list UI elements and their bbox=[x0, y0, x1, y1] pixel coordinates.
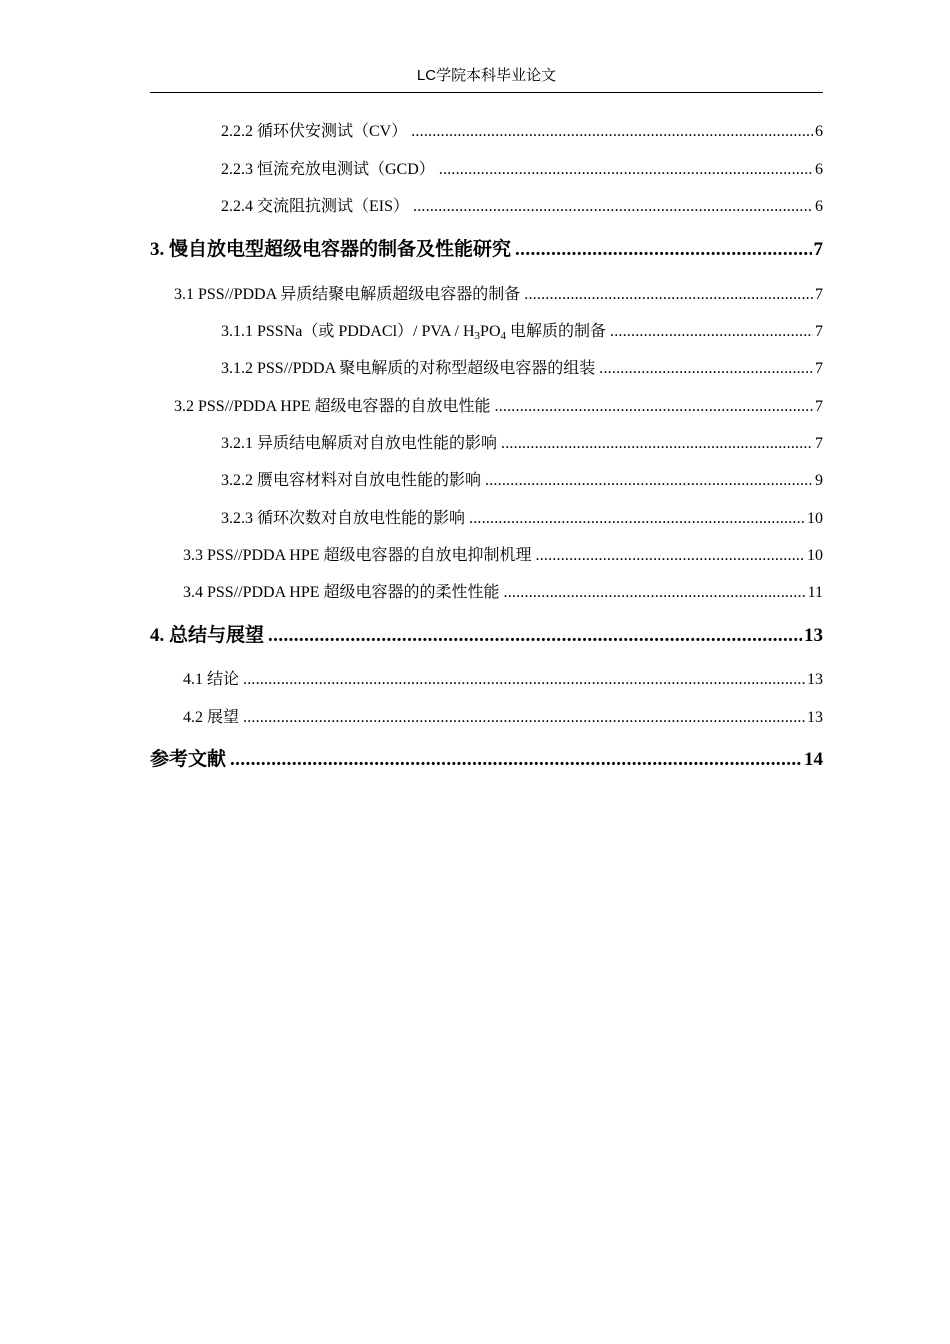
toc-entry-label: 3.2.3 循环次数对自放电性能的影响 bbox=[221, 510, 466, 527]
toc-chapter-entry[interactable] bbox=[150, 623, 823, 649]
toc-entry-label: 3.4 PSS//PDDA HPE 超级电容器的的柔性性能 bbox=[183, 584, 500, 601]
toc-chapter-entry[interactable] bbox=[150, 747, 823, 773]
toc-entry-label: 3.2 PSS//PDDA HPE 超级电容器的自放电性能 bbox=[174, 398, 491, 415]
toc-leader-dots bbox=[495, 396, 814, 418]
toc-leader-dots bbox=[504, 582, 806, 604]
toc-entry[interactable] bbox=[221, 433, 823, 455]
toc-entry[interactable] bbox=[174, 284, 823, 306]
toc-leader-dots bbox=[469, 508, 805, 530]
toc-entry-label: 3.1.1 PSSNa（或 PDDACl）/ PVA / $H_3PO_4$ 电解质的制备 bbox=[221, 323, 607, 342]
toc-entry[interactable] bbox=[221, 159, 823, 181]
toc-entry-page: 7 bbox=[815, 398, 823, 415]
toc-leader-dots bbox=[610, 321, 813, 343]
toc-entry-label: 3.2.2 赝电容材料对自放电性能的影响 bbox=[221, 472, 482, 489]
toc-entry[interactable] bbox=[183, 707, 823, 729]
toc-entry-page: 6 bbox=[815, 198, 823, 215]
toc-leader-dots bbox=[413, 196, 813, 218]
toc-leader-dots bbox=[230, 747, 802, 773]
toc-entry-label: 3.1 PSS//PDDA 异质结聚电解质超级电容器的制备 bbox=[174, 286, 521, 303]
toc-entry-page: 7 bbox=[815, 323, 823, 340]
toc-entry[interactable] bbox=[183, 669, 823, 691]
toc-entry-page: 9 bbox=[815, 472, 823, 489]
toc-leader-dots bbox=[599, 358, 813, 380]
toc-entry-label: 4.1 结论 bbox=[183, 671, 240, 688]
toc-entry[interactable] bbox=[221, 508, 823, 530]
toc-leader-dots bbox=[411, 121, 813, 143]
toc-entry-label: 3.2.1 异质结电解质对自放电性能的影响 bbox=[221, 435, 498, 452]
toc-entry-label: 2.2.3 恒流充放电测试（GCD） bbox=[221, 161, 435, 178]
toc-chapter-entry[interactable] bbox=[150, 237, 823, 263]
toc-entry-label: 2.2.2 循环伏安测试（CV） bbox=[221, 123, 408, 140]
toc-entry-page: 10 bbox=[807, 510, 823, 527]
toc-entry-label: 参考文献 bbox=[150, 749, 227, 770]
toc-entry-page: 11 bbox=[807, 584, 823, 601]
toc-leader-dots bbox=[524, 284, 813, 306]
toc-entry-label: 3.3 PSS//PDDA HPE 超级电容器的自放电抑制机理 bbox=[183, 547, 532, 564]
toc-leader-dots bbox=[243, 669, 805, 691]
toc-entry[interactable] bbox=[221, 321, 823, 343]
toc-entry-page: 6 bbox=[815, 123, 823, 140]
toc-leader-dots bbox=[439, 159, 813, 181]
toc-entry-label: 4. 总结与展望 bbox=[150, 625, 265, 646]
toc-entry-page: 13 bbox=[807, 671, 823, 688]
toc-entry[interactable] bbox=[183, 582, 823, 604]
toc-entry[interactable] bbox=[221, 470, 823, 492]
toc-leader-dots bbox=[243, 707, 805, 729]
toc-entry-page: 6 bbox=[815, 161, 823, 178]
toc-entry-label: 2.2.4 交流阻抗测试（EIS） bbox=[221, 198, 410, 215]
toc-entry[interactable] bbox=[221, 121, 823, 143]
toc-entry-page: 10 bbox=[807, 547, 823, 564]
toc-entry[interactable] bbox=[221, 196, 823, 218]
toc-entry[interactable] bbox=[174, 396, 823, 418]
toc-entry-label: 3. 慢自放电型超级电容器的制备及性能研究 bbox=[150, 239, 512, 260]
toc-entry-page: 7 bbox=[815, 360, 823, 377]
toc-entry[interactable] bbox=[221, 358, 823, 380]
toc-leader-dots bbox=[515, 237, 811, 263]
toc-leader-dots bbox=[268, 623, 802, 649]
toc-entry-page: 13 bbox=[807, 709, 823, 726]
toc-entry-label: 3.1.2 PSS//PDDA 聚电解质的对称型超级电容器的组装 bbox=[221, 360, 596, 377]
toc-entry-page: 7 bbox=[815, 435, 823, 452]
page-header-title: LC学院本科毕业论文 bbox=[416, 67, 557, 84]
toc-entry-page: 7 bbox=[815, 286, 823, 303]
toc-entry-label: 4.2 展望 bbox=[183, 709, 240, 726]
toc-entry-page: 14 bbox=[804, 749, 823, 770]
toc-entry-page: 7 bbox=[813, 239, 823, 260]
toc-leader-dots bbox=[536, 545, 806, 567]
toc-entry[interactable] bbox=[183, 545, 823, 567]
toc-leader-dots bbox=[501, 433, 813, 455]
toc-leader-dots bbox=[485, 470, 813, 492]
toc-entry-page: 13 bbox=[804, 625, 823, 646]
